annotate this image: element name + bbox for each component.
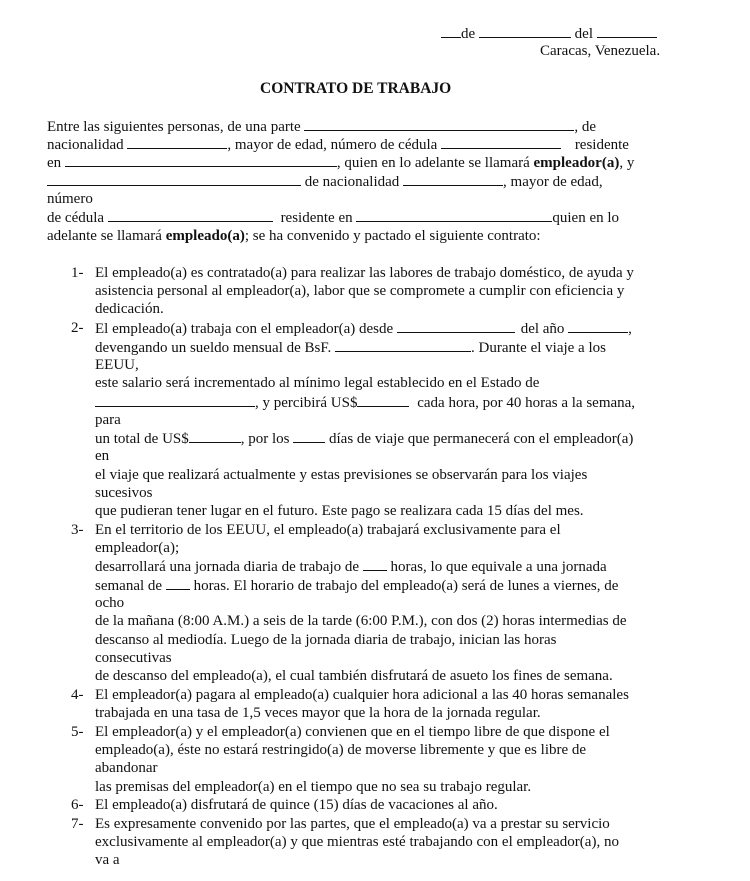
intro-text: quien en lo — [552, 210, 620, 226]
intro-text: de cédula — [47, 210, 105, 226]
clause-1-line: asistencia personal al empleador(a), labor que se compromete a cumplir con eficiencia y — [95, 283, 625, 299]
employee-nationality-blank — [403, 172, 503, 186]
employee-residence-blank — [356, 208, 552, 222]
clause-6-line: El empleado(a) disfrutará de quince (15) días de vacaciones al año. — [95, 797, 498, 813]
us-state-blank — [95, 393, 255, 407]
clause-7-number: 7- — [71, 816, 84, 832]
intro-text: , y — [619, 155, 635, 171]
clause-text: horas. El horario de trabajo del empleado(a) será de lunes a viernes, de — [193, 578, 619, 594]
clause-4-number: 4- — [71, 687, 84, 703]
clause-7-line: va a — [95, 852, 120, 868]
clause-5-line: empleado(a), éste no estará restringido(a) de moverse libremente y que es libre de — [95, 742, 587, 758]
clause-2-line — [95, 319, 632, 338]
clause-text: días de viaje que permanecerá con el empleador(a) — [329, 431, 634, 447]
clause-3-line: de la mañana (8:00 A.M.) a seis de la tarde (6:00 P.M.), con dos (2) horas intermedias de — [95, 613, 627, 629]
date-del-label: del — [574, 26, 593, 42]
clause-4-line: El empleador(a) pagara al empleado(a) cualquier hora adicional a las 40 horas semanales — [95, 687, 629, 703]
intro-text: de nacionalidad — [304, 174, 400, 190]
employer-name-blank — [304, 117, 574, 131]
clause-text: semanal de — [95, 578, 163, 594]
daily-hours-blank — [363, 557, 387, 571]
monthly-salary-blank — [335, 338, 471, 352]
intro-text: en — [47, 155, 62, 171]
clause-6-number: 6- — [71, 797, 84, 813]
clause-3-line: consecutivas — [95, 650, 172, 666]
clause-3-line: En el territorio de los EEUU, el empleado(a) trabajará exclusivamente para el — [95, 522, 561, 538]
clause-text: , — [628, 321, 632, 337]
clause-3-number: 3- — [71, 522, 84, 538]
travel-days-blank — [293, 429, 325, 443]
intro-text: ; se ha convenido y pactado el siguiente contrato: — [244, 228, 541, 244]
clause-2-line: sucesivos — [95, 485, 153, 501]
employer-term: empleador(a) — [533, 155, 620, 171]
clause-5-number: 5- — [71, 724, 84, 740]
intro-text: residente en — [280, 210, 353, 226]
clause-2-line: en — [95, 448, 110, 464]
clause-text: devengando un sueldo mensual de BsF. — [95, 340, 332, 356]
clause-1-line: dedicación. — [95, 301, 164, 317]
clause-text: , por los — [240, 431, 290, 447]
employer-residence-blank — [65, 153, 337, 167]
intro-text: , de — [574, 119, 597, 135]
intro-text: , mayor de edad, — [503, 174, 603, 190]
clause-2-line: este salario será incrementado al mínimo legal establecido en el Estado de — [95, 375, 540, 391]
date-de-label: de — [461, 26, 476, 42]
employee-id-blank — [108, 208, 273, 222]
day-blank — [441, 24, 461, 38]
employee-term: empleado(a) — [165, 228, 245, 244]
start-year-blank — [568, 319, 628, 333]
clause-text: cada hora, por 40 horas a la semana, — [417, 395, 636, 411]
clause-text: El empleado(a) trabaja con el empleador(a) desde — [95, 321, 394, 337]
clause-2-line: EEUU, — [95, 357, 139, 373]
total-amount-blank — [189, 429, 241, 443]
intro-line-1 — [47, 117, 596, 136]
hourly-rate-blank — [357, 393, 409, 407]
clause-3-line: de descanso del empleado(a), el cual también disfrutará de asueto los fines de semana. — [95, 668, 613, 684]
employer-id-blank — [441, 135, 561, 149]
clause-text: , y percibirá US$ — [255, 395, 358, 411]
month-blank — [479, 24, 571, 38]
city-line: Caracas, Venezuela. — [540, 43, 661, 59]
clause-text: . Durante el viaje a los — [471, 340, 606, 356]
clause-2-line — [95, 393, 635, 412]
intro-line-2 — [47, 135, 629, 154]
clause-3-line: empleador(a); — [95, 540, 180, 556]
employer-nationality-blank — [127, 135, 227, 149]
employee-name-blank — [47, 172, 301, 186]
clause-text: desarrollará una jornada diaria de trabajo de — [95, 559, 360, 575]
clause-3-line: ocho — [95, 595, 125, 611]
clause-text: horas, lo que equivale a una jornada — [390, 559, 607, 575]
intro-text: adelante se llamará — [47, 228, 162, 244]
clause-2-number: 2- — [71, 320, 84, 336]
clause-text: un total de US$ — [95, 431, 189, 447]
clause-3-line — [95, 557, 607, 576]
clause-2-line: para — [95, 412, 121, 428]
intro-line-6 — [47, 208, 619, 227]
year-blank — [597, 24, 657, 38]
clause-text: del año — [520, 321, 565, 337]
intro-line-4 — [47, 172, 603, 191]
clause-2-line: el viaje que realizará actualmente y estas previsiones se observarán para los viajes — [95, 467, 588, 483]
clause-3-line: descanso al mediodía. Luego de la jornada diaria de trabajo, inician las horas — [95, 632, 557, 648]
clause-3-line — [95, 576, 618, 595]
clause-1-number: 1- — [71, 265, 84, 281]
weekly-hours-blank — [166, 576, 190, 590]
intro-line-3 — [47, 153, 634, 172]
intro-text: residente — [574, 137, 629, 153]
start-date-blank — [397, 319, 515, 333]
intro-text: , mayor de edad, número de cédula — [227, 137, 438, 153]
intro-line-7 — [47, 227, 541, 245]
document-title: CONTRATO DE TRABAJO — [260, 80, 452, 97]
date-line — [441, 24, 657, 43]
clause-2-line — [95, 429, 633, 448]
clause-5-line: las premisas del empleador(a) en el tiempo que no sea su trabajo regular. — [95, 779, 532, 795]
intro-line-5: número — [47, 191, 93, 207]
clause-2-line — [95, 338, 606, 357]
intro-text: , quien en lo adelante se llamará — [336, 155, 530, 171]
clause-5-line: abandonar — [95, 760, 158, 776]
clause-5-line: El empleador(a) y el empleador(a) convienen que en el tiempo libre de que dispone el — [95, 724, 610, 740]
intro-text: nacionalidad — [47, 137, 124, 153]
intro-text: Entre las siguientes personas, de una parte — [47, 119, 301, 135]
clause-4-line: trabajada en una tasa de 1,5 veces mayor que la hora de la jornada regular. — [95, 705, 541, 721]
clause-1-line: El empleado(a) es contratado(a) para realizar las labores de trabajo doméstico, de ayuda y — [95, 265, 634, 281]
clause-7-line: Es expresamente convenido por las partes, que el empleado(a) va a prestar su servicio — [95, 816, 610, 832]
clause-7-line: exclusivamente al empleador(a) y que mientras esté trabajando con el empleador(a), no — [95, 834, 619, 850]
clause-2-line: que pudieran tener lugar en el futuro. Este pago se realizara cada 15 días del mes. — [95, 503, 584, 519]
